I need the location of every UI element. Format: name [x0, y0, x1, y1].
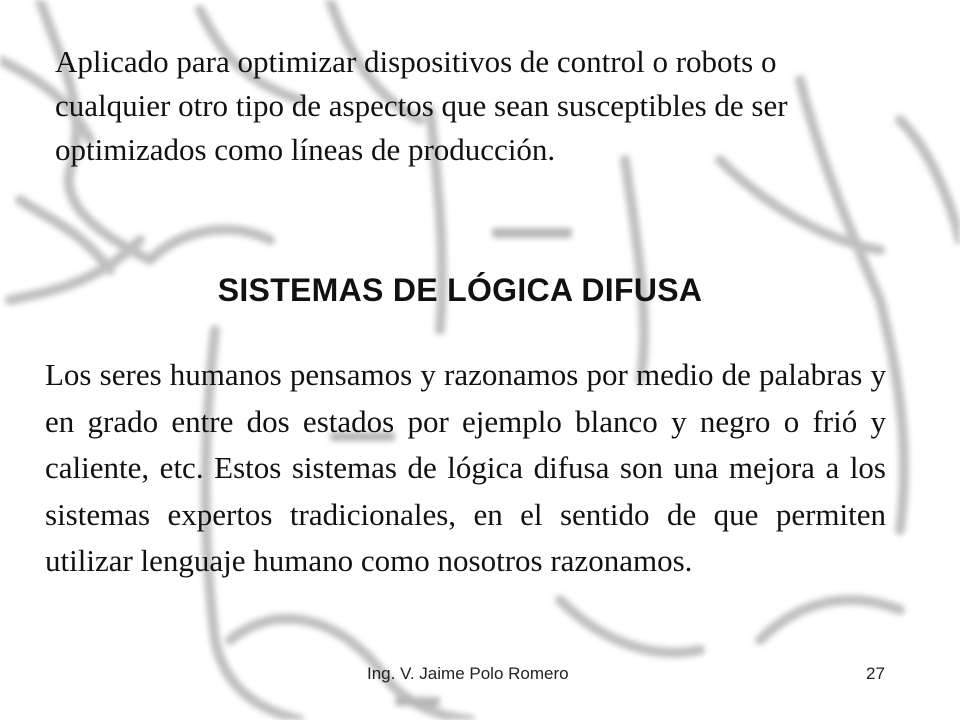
- page-number: 27: [866, 664, 885, 683]
- footer-author: Ing. V. Jaime Polo Romero: [367, 664, 569, 683]
- intro-paragraph: Aplicado para optimizar dispositivos de control o robots o cualquier otro tipo de aspectos que sean susceptibles de ser optimizados como líneas de producción.: [55, 44, 788, 168]
- body-paragraph: Los seres humanos pensamos y razonamos por medio de palabras y en grado entre dos estados por ejemplo blanco y negro o frió y caliente, etc. Estos sistemas de lógica difusa son una mejora a los sistemas expertos tradicionales, en el sentido de que permiten utilizar lenguaje humano como nosotros razonamos.: [45, 357, 886, 578]
- section-title: SISTEMAS DE LÓGICA DIFUSA: [217, 272, 703, 308]
